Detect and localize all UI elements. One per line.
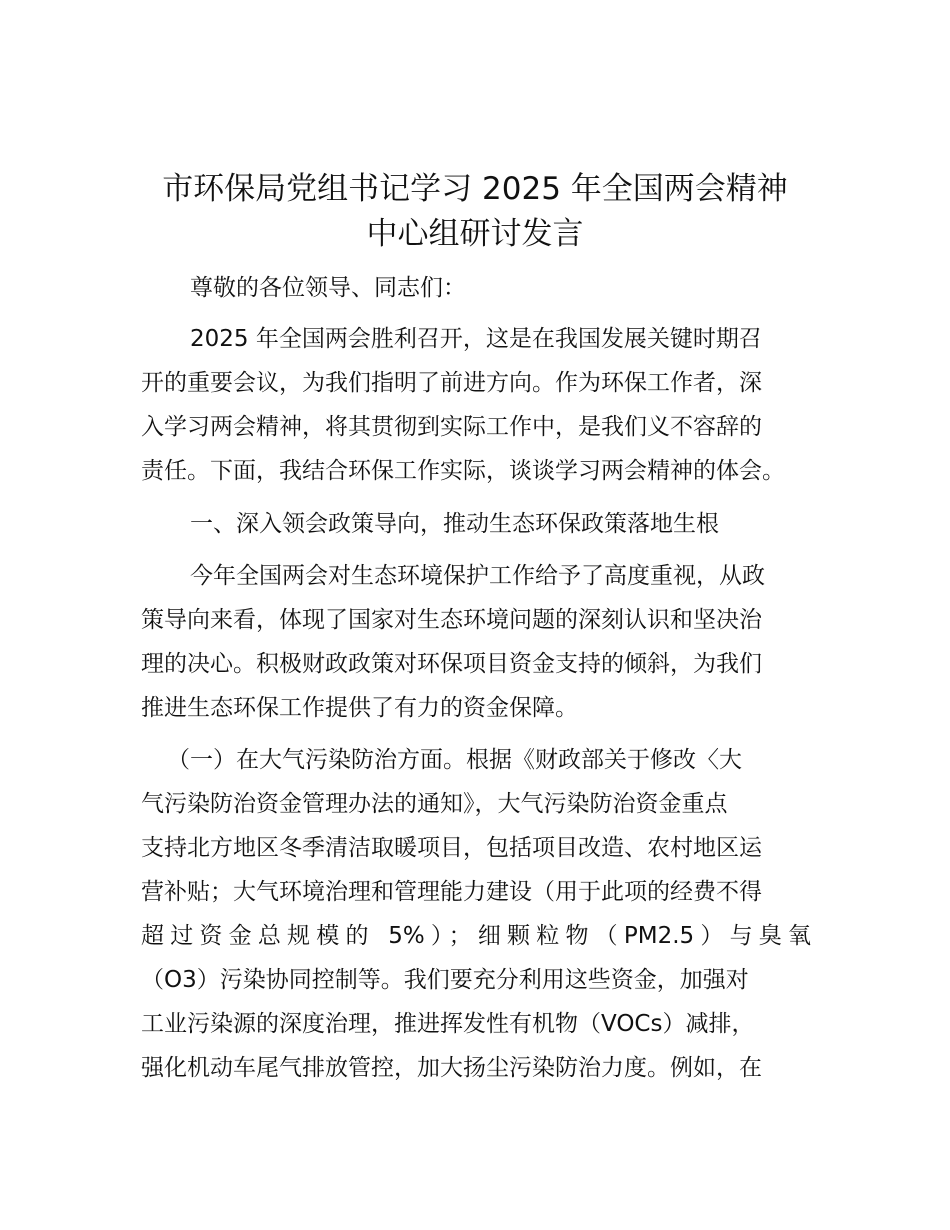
paragraph-3-line-4: 营补贴；大气环境治理和管理能力建设（用于此项的经费不得: [141, 879, 762, 905]
salutation: 尊敬的各位领导、同志们：: [190, 275, 466, 301]
paragraph-2-line-3: 理的决心。积极财政政策对环保项目资金支持的倾斜，为我们: [141, 651, 762, 677]
section-heading-1: 一、深入领会政策导向，推动生态环保政策落地生根: [190, 511, 719, 537]
paragraph-2-line-2: 策导向来看，体现了国家对生态环境问题的深刻认识和坚决治: [141, 607, 762, 633]
paragraph-3-line-3: 支持北方地区冬季清洁取暖项目，包括项目改造、农村地区运: [141, 835, 762, 861]
paragraph-3-line-5: 超过资金总规模的 5%）；细颗粒物（PM2.5）与臭氧: [141, 923, 811, 949]
paragraph-2-line-1: 今年全国两会对生态环境保护工作给予了高度重视，从政: [190, 563, 765, 589]
paragraph-1-line-3: 入学习两会精神，将其贯彻到实际工作中，是我们义不容辞的: [141, 414, 762, 440]
paragraph-1-line-1: 2025 年全国两会胜利召开，这是在我国发展关键时期召: [190, 326, 762, 352]
paragraph-3-line-2: 气污染防治资金管理办法的通知》，大气污染防治资金重点: [141, 791, 728, 817]
paragraph-3-line-7: 工业污染源的深度治理，推进挥发性有机物（VOCs）减排，: [141, 1011, 755, 1037]
paragraph-1-line-4: 责任。下面，我结合环保工作实际，谈谈学习两会精神的体会。: [141, 458, 785, 484]
paragraph-3-line-6: （O3）污染协同控制等。我们要充分利用这些资金，加强对: [141, 967, 749, 993]
paragraph-3-line-1: （一）在大气污染防治方面。根据《财政部关于修改〈大: [167, 747, 742, 773]
paragraph-1-line-2: 开的重要会议，为我们指明了前进方向。作为环保工作者，深: [141, 370, 762, 396]
document-title-line-1: 市环保局党组书记学习 2025 年全国两会精神: [162, 171, 788, 207]
paragraph-2-line-4: 推进生态环保工作提供了有力的资金保障。: [141, 695, 578, 721]
document-title-line-2: 中心组研讨发言: [366, 216, 584, 252]
paragraph-3-line-8: 强化机动车尾气排放管控，加大扬尘污染防治力度。例如，在: [141, 1055, 762, 1081]
